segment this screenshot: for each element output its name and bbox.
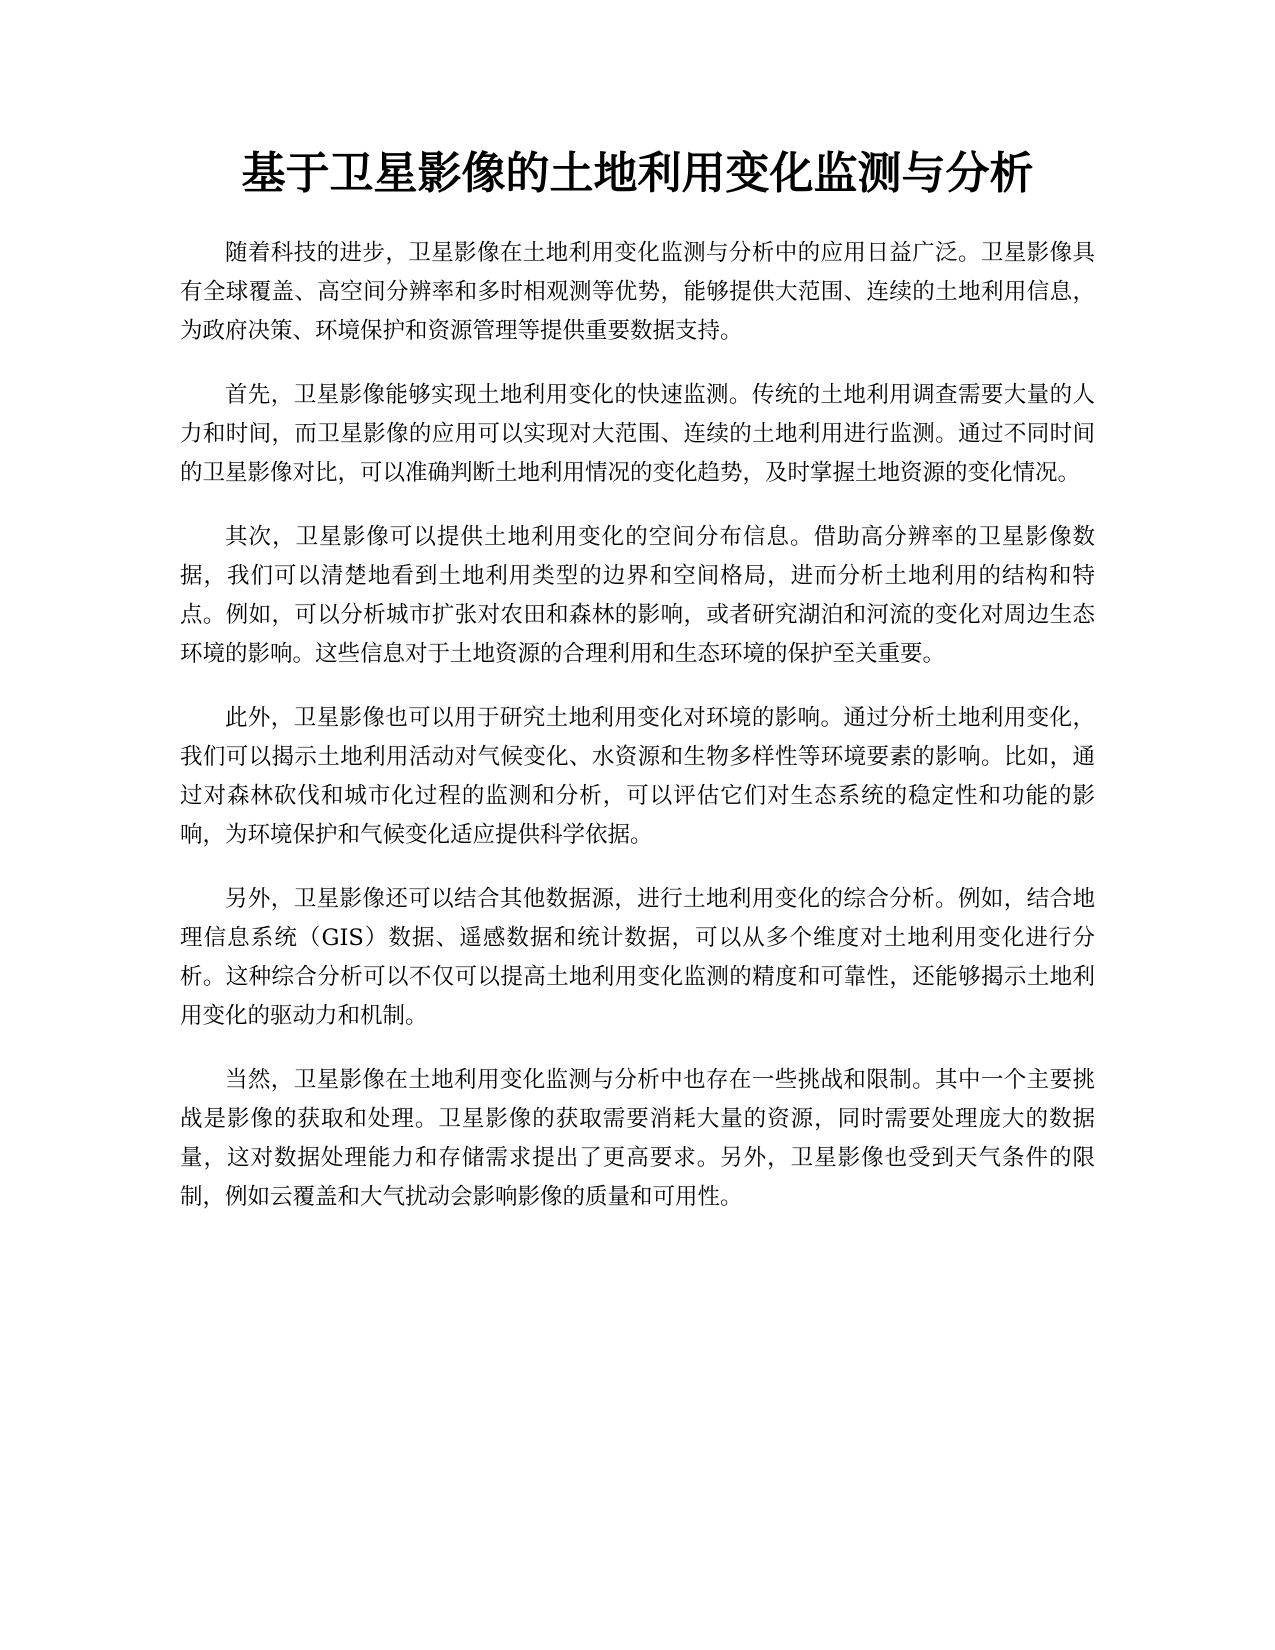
paragraph-additionally: 另外，卫星影像还可以结合其他数据源，进行土地利用变化的综合分析。例如，结合地理信息系统（GIS）数据、遥感数据和统计数据，可以从多个维度对土地利用变化进行分析。这种综合分析可以不仅可以提高土地利用变化监测的精度和可靠性，还能够揭示土地利用变化的驱动力和机制。 [180, 886, 1095, 1029]
paragraph-second: 其次，卫星影像可以提供土地利用变化的空间分布信息。借助高分辨率的卫星影像数据，我们可以清楚地看到土地利用类型的边界和空间格局，进而分析土地利用的结构和特点。例如，可以分析城市扩张对农田和森林的影响，或者研究湖泊和河流的变化对周边生态环境的影响。这些信息对于土地资源的合理利用和生态环境的保护至关重要。 [180, 524, 1095, 667]
document-title: 基于卫星影像的土地利用变化监测与分析 [241, 148, 1034, 199]
paragraph-intro: 随着科技的进步，卫星影像在土地利用变化监测与分析中的应用日益广泛。卫星影像具有全球覆盖、高空间分辨率和多时相观测等优势，能够提供大范围、连续的土地利用信息，为政府决策、环境保护和资源管理等提供重要数据支持。 [180, 240, 1095, 344]
paragraph-moreover: 此外，卫星影像也可以用于研究土地利用变化对环境的影响。通过分析土地利用变化，我们可以揭示土地利用活动对气候变化、水资源和生物多样性等环境要素的影响。比如，通过对森林砍伐和城市化过程的监测和分析，可以评估它们对生态系统的稳定性和功能的影响，为环境保护和气候变化适应提供科学依据。 [180, 705, 1095, 848]
paragraph-challenges: 当然，卫星影像在土地利用变化监测与分析中也存在一些挑战和限制。其中一个主要挑战是影像的获取和处理。卫星影像的获取需要消耗大量的资源，同时需要处理庞大的数据量，这对数据处理能力和存储需求提出了更高要求。另外，卫星影像也受到天气条件的限制，例如云覆盖和大气扰动会影响影像的质量和可用性。 [180, 1067, 1095, 1210]
paragraph-first: 首先，卫星影像能够实现土地利用变化的快速监测。传统的土地利用调查需要大量的人力和时间，而卫星影像的应用可以实现对大范围、连续的土地利用进行监测。通过不同时间的卫星影像对比，可以准确判断土地利用情况的变化趋势，及时掌握土地资源的变化情况。 [180, 382, 1095, 486]
document-body [180, 234, 1095, 1242]
